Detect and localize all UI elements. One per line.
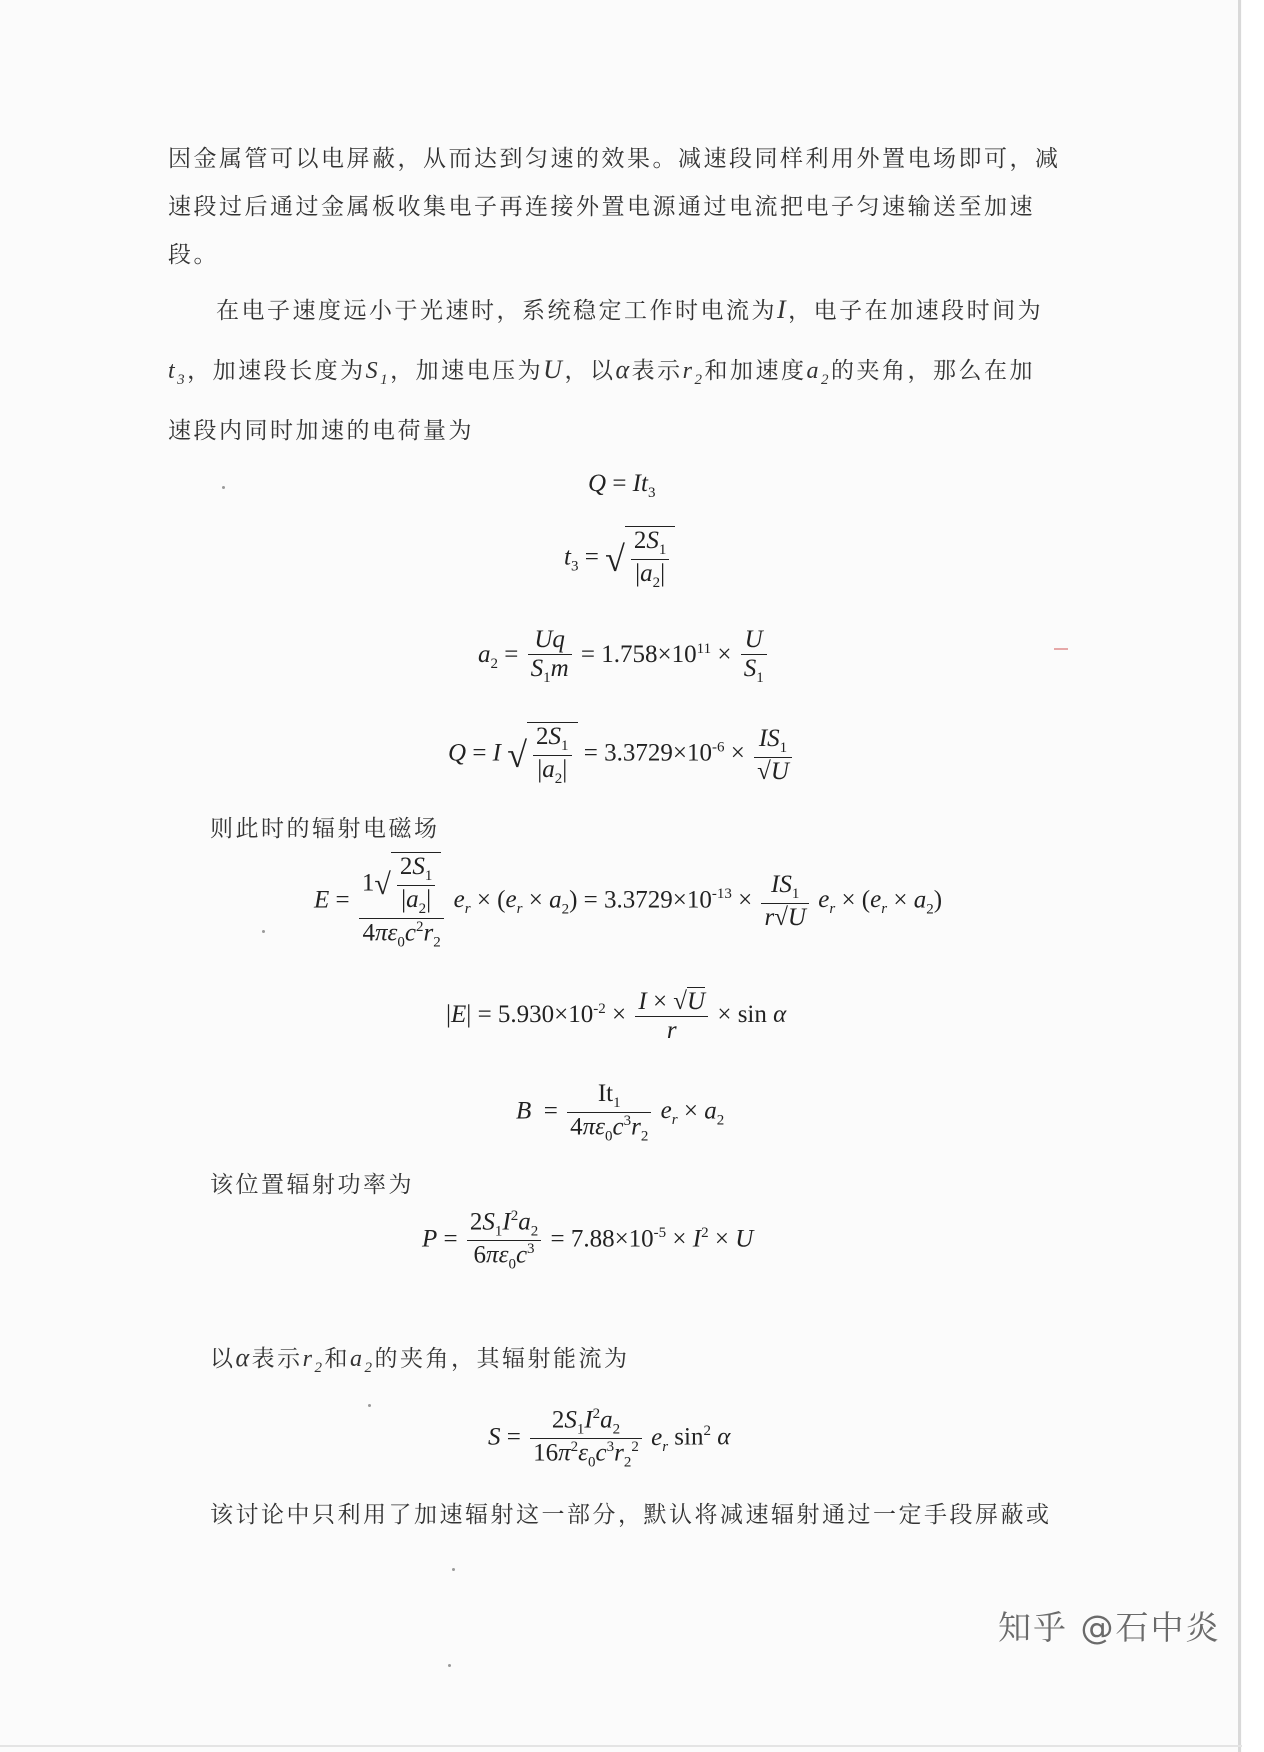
a2-exponent: 11 xyxy=(696,640,712,657)
symbol-t3: $t_3$ xyxy=(168,358,188,388)
e-abs-constant: = 5.930×10 xyxy=(477,1001,594,1029)
symbol-a2: $a_2$ xyxy=(806,358,831,388)
text-line: 速段内同时加速的电荷量为 xyxy=(168,418,474,444)
text-span: ，电子在加速段时间为 xyxy=(788,298,1044,324)
text-line: 速段过后通过金属板收集电子再连接外置电源通过电流把电子匀速输送至加速 xyxy=(168,194,1035,220)
equation-q-definition: $Q = It_3$ xyxy=(588,470,656,501)
text-span: 表示 xyxy=(631,358,683,384)
scan-speck xyxy=(222,486,225,489)
symbol-U: U xyxy=(543,355,565,384)
text-line xyxy=(216,292,1043,325)
page-edge-bottom xyxy=(0,1745,1242,1747)
text-span: ，加速电压为 xyxy=(390,358,544,384)
text-line xyxy=(210,1340,630,1377)
text-line: 该位置辐射功率为 xyxy=(210,1172,414,1198)
symbol-a2: $a_2$ xyxy=(350,1346,375,1376)
text-line: 因金属管可以电屏蔽，从而达到匀速的效果。减速段同样利用外置电场即可，减 xyxy=(168,146,1061,172)
scan-speck xyxy=(262,930,265,933)
equation-t3: $t_3$ = √ $\frac{2S_1}{|a_2|}$ xyxy=(564,526,675,592)
b-numerator: It xyxy=(597,1080,614,1107)
text-span: 在电子速度远小于光速时，系统稳定工作时电流为 xyxy=(216,298,777,324)
symbol-alpha: α xyxy=(235,1343,252,1372)
e-exponent: -13 xyxy=(711,886,732,903)
scan-red-mark xyxy=(1054,648,1068,650)
equation-energy-flux: S = $\frac{2S_1I^2a_2}{16\pi^2\varepsilon_0c^3r_2^2}$ $e_r$ $\sin^2 \alpha$ xyxy=(488,1406,731,1471)
text-line xyxy=(168,352,1035,389)
scan-speck xyxy=(452,1568,455,1571)
q-constant: = 3.3729×10 xyxy=(583,739,712,767)
text-line: 该讨论中只利用了加速辐射这一部分，默认将减速辐射通过一定手段屏蔽或 xyxy=(210,1502,1052,1528)
text-span: 和 xyxy=(324,1346,350,1372)
text-span: 的夹角，其辐射能流为 xyxy=(374,1346,630,1372)
text-span: 表示 xyxy=(251,1346,303,1372)
a2-constant: = 1.758×10 xyxy=(580,641,697,669)
scan-speck xyxy=(368,1404,371,1407)
text-span: ，加速段长度为 xyxy=(187,358,366,384)
e-abs-exponent: -2 xyxy=(593,1000,606,1017)
equation-a2: $a_2$ = $\frac{Uq}{S_1m}$ = $1.758\times 10^{11}$ × $\frac{U}{S_1}$ xyxy=(478,626,770,687)
equation-e-field: E = 1√ $\frac{2S_1}{|a_2|}$ $4\pi\varepsilon_0c^2r_2$ $e_r \times (e_r \times a_2) = 3.3729\times 10^{-13}$ × $\frac{IS_1}{r√U}$ $e_r \times (e_r \times a_2)$ xyxy=(314,853,943,951)
text-line: 段。 xyxy=(168,242,219,268)
scan-speck xyxy=(448,1664,451,1667)
text-span: ，以 xyxy=(564,358,616,384)
e-constant: = 3.3729×10 xyxy=(583,886,712,914)
page-edge-right xyxy=(1238,0,1241,1752)
equation-power: P = $\frac{2S_1I^2a_2}{6\pi\varepsilon_0c^3}$ = $7.88\times 10^{-5} \times I^2 \times U$ xyxy=(422,1208,754,1273)
text-line: 则此时的辐射电磁场 xyxy=(210,816,440,842)
text-span: 的夹角，那么在加 xyxy=(830,358,1035,384)
symbol-I: I xyxy=(777,295,789,324)
symbol-alpha: α xyxy=(615,355,632,384)
q-exponent: -6 xyxy=(711,739,725,756)
text-span: 和加速度 xyxy=(704,358,807,384)
symbol-S1: $S_1$ xyxy=(365,358,391,388)
equation-b-field: B = $\frac{It_1}{4\pi\varepsilon_0c^3r_2}$ $e_r \times a_2$ xyxy=(516,1080,725,1145)
symbol-r2: $r_2$ xyxy=(682,358,705,388)
p-exponent: -5 xyxy=(653,1225,667,1242)
zhihu-watermark: 知乎 @石中炎 xyxy=(998,1608,1221,1647)
text-span: 以 xyxy=(210,1346,236,1372)
equation-q-expanded: Q = I √ $\frac{2S_1}{|a_2|}$ = $3.3729\times 10^{-6}$ × $\frac{IS_1}{√U}$ xyxy=(448,722,795,788)
symbol-r2: $r_2$ xyxy=(302,1346,325,1376)
equation-e-magnitude: $|E| = 5.930\times 10^{-2}$ × $\frac{I \times √U}{r}$ × sin α xyxy=(446,988,787,1044)
p-constant: = 7.88×10 xyxy=(550,1225,654,1253)
